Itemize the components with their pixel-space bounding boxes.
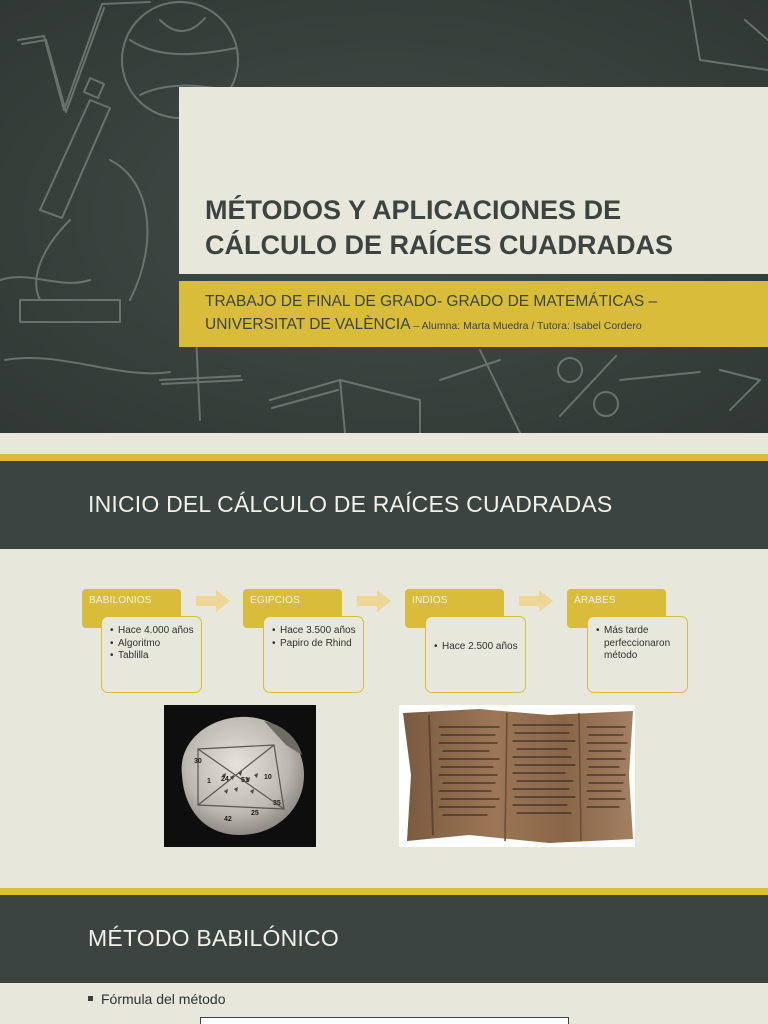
step-box-indios [425,616,526,693]
university-name: UNIVERSITAT DE VALÈNCIA [205,316,411,333]
list-item: • Hace 2.500 años [434,641,519,654]
step-label: ÁRABES [574,595,616,606]
step-label: BABILONIOS [89,595,152,606]
title-slide [0,0,768,433]
title-line-1: MÉTODOS Y APLICACIONES DE [205,195,622,225]
tablet-number: 10 [264,774,272,781]
accent-bar [0,888,768,895]
slide-header [0,895,768,983]
rhind-papyrus-image [399,705,635,847]
bullet-list [110,625,195,663]
bullet-list [272,625,357,650]
subtitle-line-1: TRABAJO DE FINAL DE GRADO- GRADO DE MATEMÁTICAS – [205,293,658,310]
step-box-babilonios [101,616,202,693]
list-item: • Tablilla [110,650,195,663]
step-box-egipcios [263,616,364,693]
list-item: • Algoritmo [110,638,195,651]
slide-header [0,461,768,549]
title-line-2: CÁLCULO DE RAÍCES CUADRADAS [205,230,674,260]
list-item: • Hace 4.000 años [110,625,195,638]
list-item: • Más tarde perfeccionaron método [596,625,681,663]
babylonian-method-slide [0,888,768,1024]
author-credits: – Alumna: Marta Muedra / Tutora: Isabel Cordero [410,320,642,332]
slide-gap [0,866,768,888]
slide-gap [0,433,768,454]
list-item: • Papiro de Rhind [272,638,357,651]
bullet-text: Fórmula del método [101,991,226,1007]
list-item: • Hace 3.500 años [272,625,357,638]
tablet-number: 25 [251,810,259,817]
subtitle-panel [179,281,768,347]
arrow-right-icon [196,590,230,612]
tablet-number: 35 [273,800,281,807]
accent-bar [0,454,768,461]
title-panel [179,87,768,274]
tablet-number: 42 [224,816,232,823]
subtitle-line-2 [205,313,765,338]
clay-tablet-illustration [164,705,316,847]
papyrus-illustration [399,705,635,847]
formula-box [200,1017,569,1024]
arrow-right-icon [357,590,391,612]
step-label: EGIPCIOS [250,595,300,606]
tablet-number: 1 [207,778,211,785]
step-box-arabes [587,616,688,693]
history-slide [0,454,768,866]
tablet-number: 30 [194,758,202,765]
bullet-item [88,991,226,1007]
tablet-number: 51 [241,777,249,784]
bullet-list [434,641,519,654]
babylonian-tablet-image [164,705,316,847]
slide-title: INICIO DEL CÁLCULO DE RAÍCES CUADRADAS [88,491,613,517]
presentation-subtitle [205,290,765,338]
arrow-right-icon [519,590,553,612]
step-label: INDIOS [412,595,448,606]
square-bullet-icon [88,996,93,1001]
bullet-list [596,625,681,663]
slide-title: MÉTODO BABILÓNICO [88,925,339,951]
tablet-number: 24 [221,776,229,783]
presentation-title [205,193,765,263]
